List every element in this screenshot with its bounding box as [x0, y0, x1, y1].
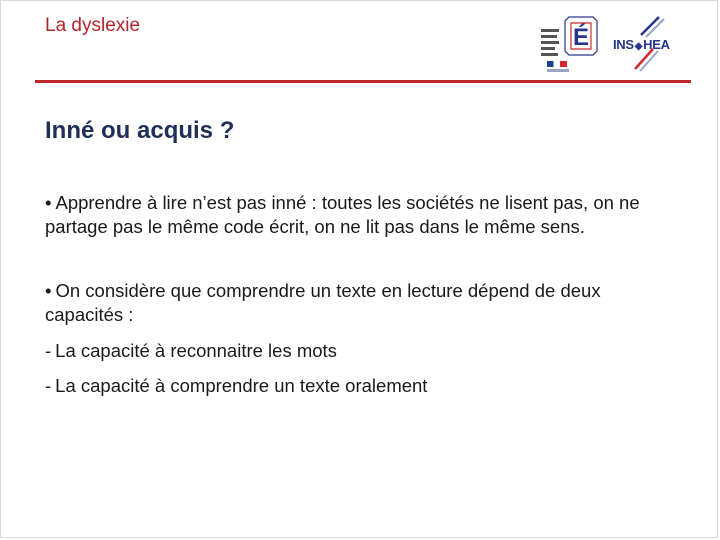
sub-item-text: La capacité à reconnaitre les mots — [55, 340, 337, 361]
bullet-item — [45, 191, 675, 239]
ins-hea-logo — [607, 15, 691, 75]
dash-marker: - — [45, 340, 52, 361]
bullet-marker: • — [45, 280, 52, 301]
education-e-emblem-icon — [563, 15, 599, 57]
bullet-marker: • — [45, 192, 52, 213]
sub-item-text: La capacité à comprendre un texte oralement — [55, 375, 428, 396]
arrow-icon: ◆ — [634, 41, 643, 52]
hea-text: HEA — [643, 37, 670, 52]
header-divider — [35, 80, 691, 83]
bullet-text: On considère que comprendre un texte en lecture dépend de deux capacités : — [45, 280, 601, 325]
logo-group — [541, 15, 691, 75]
sub-item — [45, 339, 675, 363]
slide-heading: Inné ou acquis ? — [45, 117, 235, 144]
flag-caption-bar — [547, 69, 569, 72]
french-flag-icon — [547, 61, 567, 67]
ins-hea-wordmark — [613, 37, 670, 52]
bullet-text: Apprendre à lire n’est pas inné : toutes les sociétés ne lisent pas, on ne partage pas le même code écrit, on ne lit pas dans le même sens. — [45, 192, 640, 237]
education-nationale-logo — [541, 15, 599, 75]
sub-item — [45, 374, 675, 398]
education-logo-wordmark — [541, 29, 563, 56]
dash-marker: - — [45, 375, 52, 396]
bullet-item — [45, 279, 675, 327]
ins-text: INS — [613, 37, 634, 52]
header-title: La dyslexie — [45, 15, 141, 36]
education-logo-letter: É — [572, 24, 590, 51]
slide-body — [45, 191, 675, 398]
